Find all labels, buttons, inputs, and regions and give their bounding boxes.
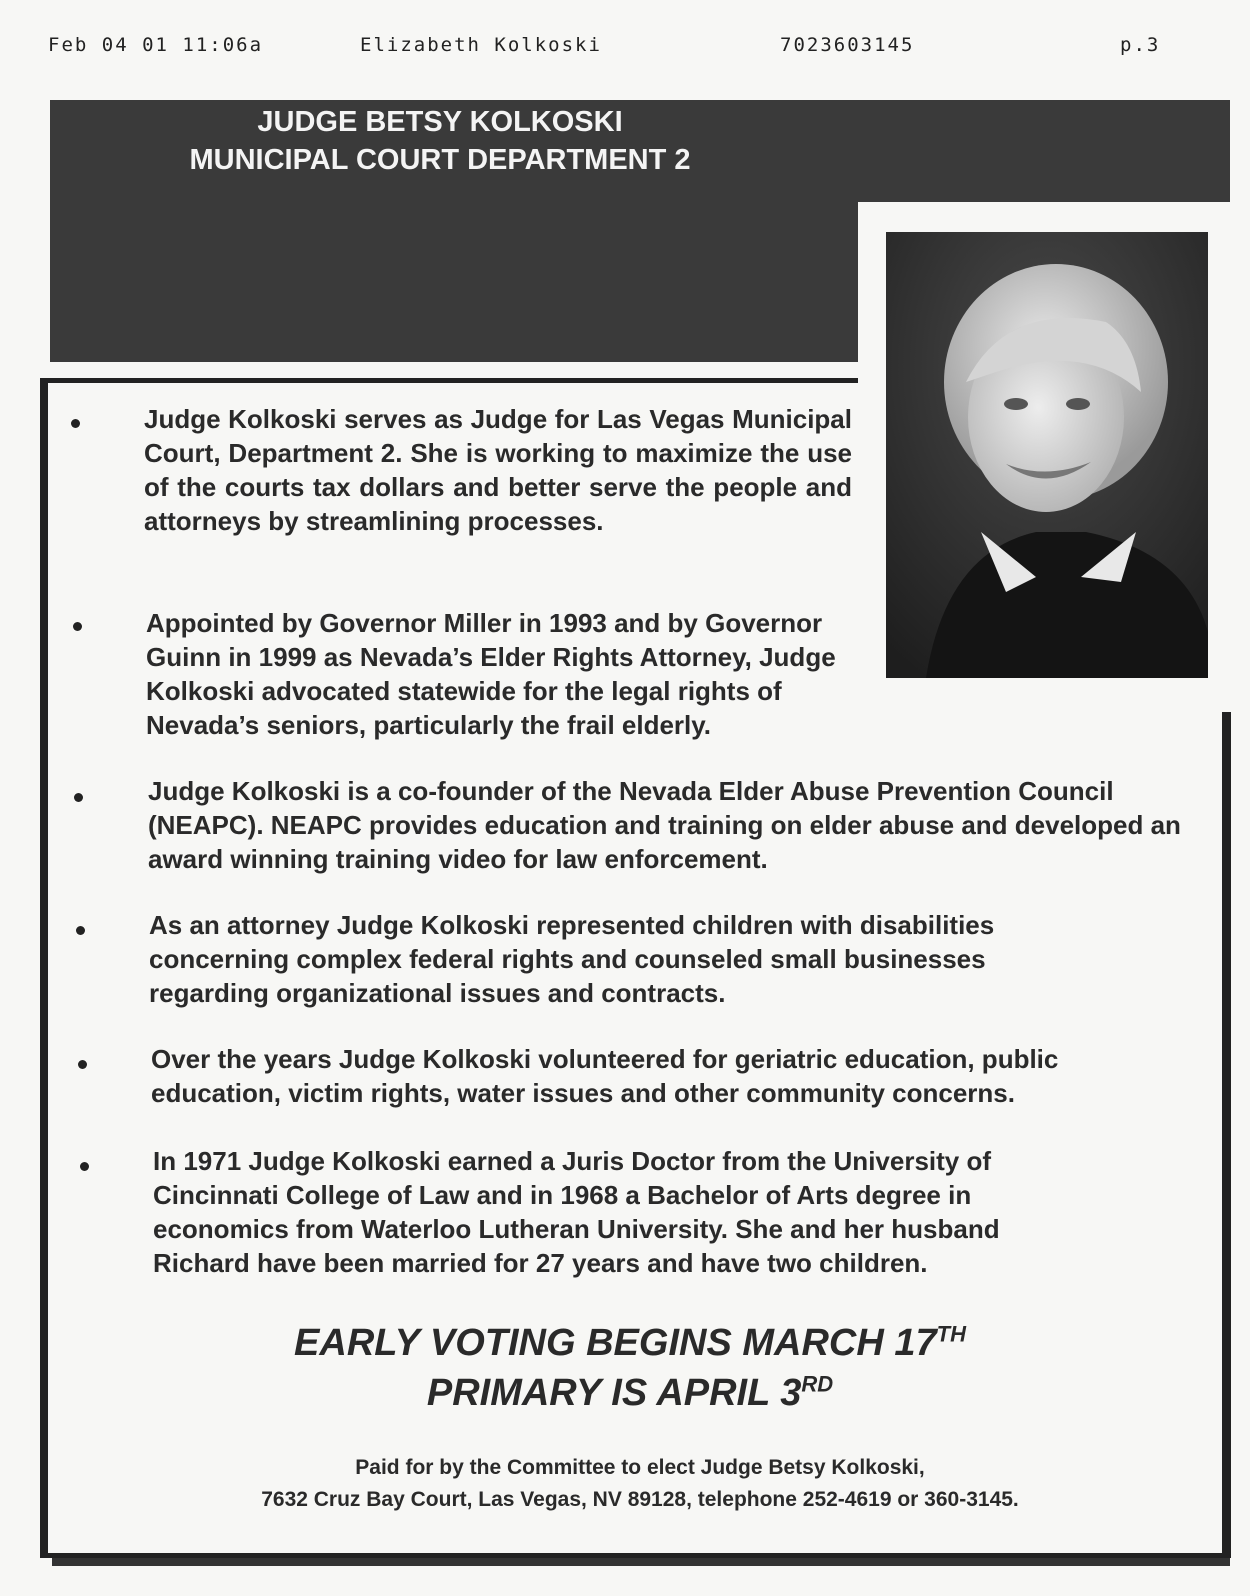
bullet-marker — [73, 622, 82, 631]
primary-suffix: RD — [801, 1371, 834, 1397]
bullet-paragraph-volunteer: Over the years Judge Kolkoski volunteered for geriatric education, public education, victim rights, water issues and other community concerns. — [151, 1044, 1059, 1108]
voting-dates — [250, 1318, 1010, 1418]
bullet-marker — [78, 1060, 87, 1069]
bullet-marker — [80, 1162, 89, 1171]
paid-for-disclaimer — [170, 1452, 1110, 1516]
bullet-marker — [71, 419, 80, 428]
bullet-paragraph-attorney: As an attorney Judge Kolkoski represented children with disabilities concerning complex federal rights and counseled small businesses regarding organizational issues and contracts. — [149, 910, 995, 1008]
early-voting-suffix: TH — [936, 1321, 966, 1347]
early-voting-line — [250, 1318, 1010, 1368]
box-bottom-shadow — [52, 1558, 1230, 1566]
primary-text: PRIMARY IS APRIL 3 — [426, 1372, 802, 1414]
fax-page-number: p.3 — [1120, 34, 1161, 56]
paid-for-line: Paid for by the Committee to elect Judge Betsy Kolkoski, — [355, 1456, 925, 1479]
fax-phone: 7023603145 — [780, 34, 915, 56]
fax-date-time: Feb 04 01 11:06a — [48, 34, 264, 56]
bullet-paragraph-current-role: Judge Kolkoski serves as Judge for Las Vegas Municipal Court, Department 2. She is working to maximize the use of the courts tax dollars and better serve the people and attorneys by streamlining processes. — [144, 404, 852, 536]
fax-sender: Elizabeth Kolkoski — [360, 34, 602, 56]
bullet-paragraph-neapc: Judge Kolkoski is a co-founder of the Nevada Elder Abuse Prevention Council (NEAPC). NEAPC provides education and training on elder abuse and developed an award winning training video for law enforcement. — [148, 776, 1181, 874]
bullet-marker — [74, 793, 83, 802]
bullet-marker — [76, 926, 85, 935]
paid-for-address: 7632 Cruz Bay Court, Las Vegas, NV 89128, telephone 252-4619 or 360-3145. — [261, 1488, 1019, 1511]
box-right-rule — [1222, 712, 1231, 1558]
bullet-paragraph-elder-rights: Appointed by Governor Miller in 1993 and by Governor Guinn in 1999 as Nevada’s Elder Rights Attorney, Judge Kolkoski advocated statewide for the legal rights of Nevada’s seniors, particularly the frail elderly. — [146, 608, 836, 740]
early-voting-text: EARLY VOTING BEGINS MARCH 17 — [294, 1322, 937, 1364]
primary-line — [250, 1368, 1010, 1418]
title-line-name: JUDGE BETSY KOLKOSKI — [257, 106, 623, 138]
portrait-photo — [886, 232, 1208, 678]
fax-header — [48, 34, 1168, 58]
portrait-icon — [886, 232, 1208, 678]
page-title — [90, 103, 790, 179]
bullet-paragraph-education: In 1971 Judge Kolkoski earned a Juris Doctor from the University of Cincinnati College of Law and in 1968 a Bachelor of Arts degree in economics from Waterloo Lutheran University. She and her husband Richard have been married for 27 years and have two children. — [153, 1146, 1000, 1278]
title-line-court: MUNICIPAL COURT DEPARTMENT 2 — [189, 144, 691, 176]
